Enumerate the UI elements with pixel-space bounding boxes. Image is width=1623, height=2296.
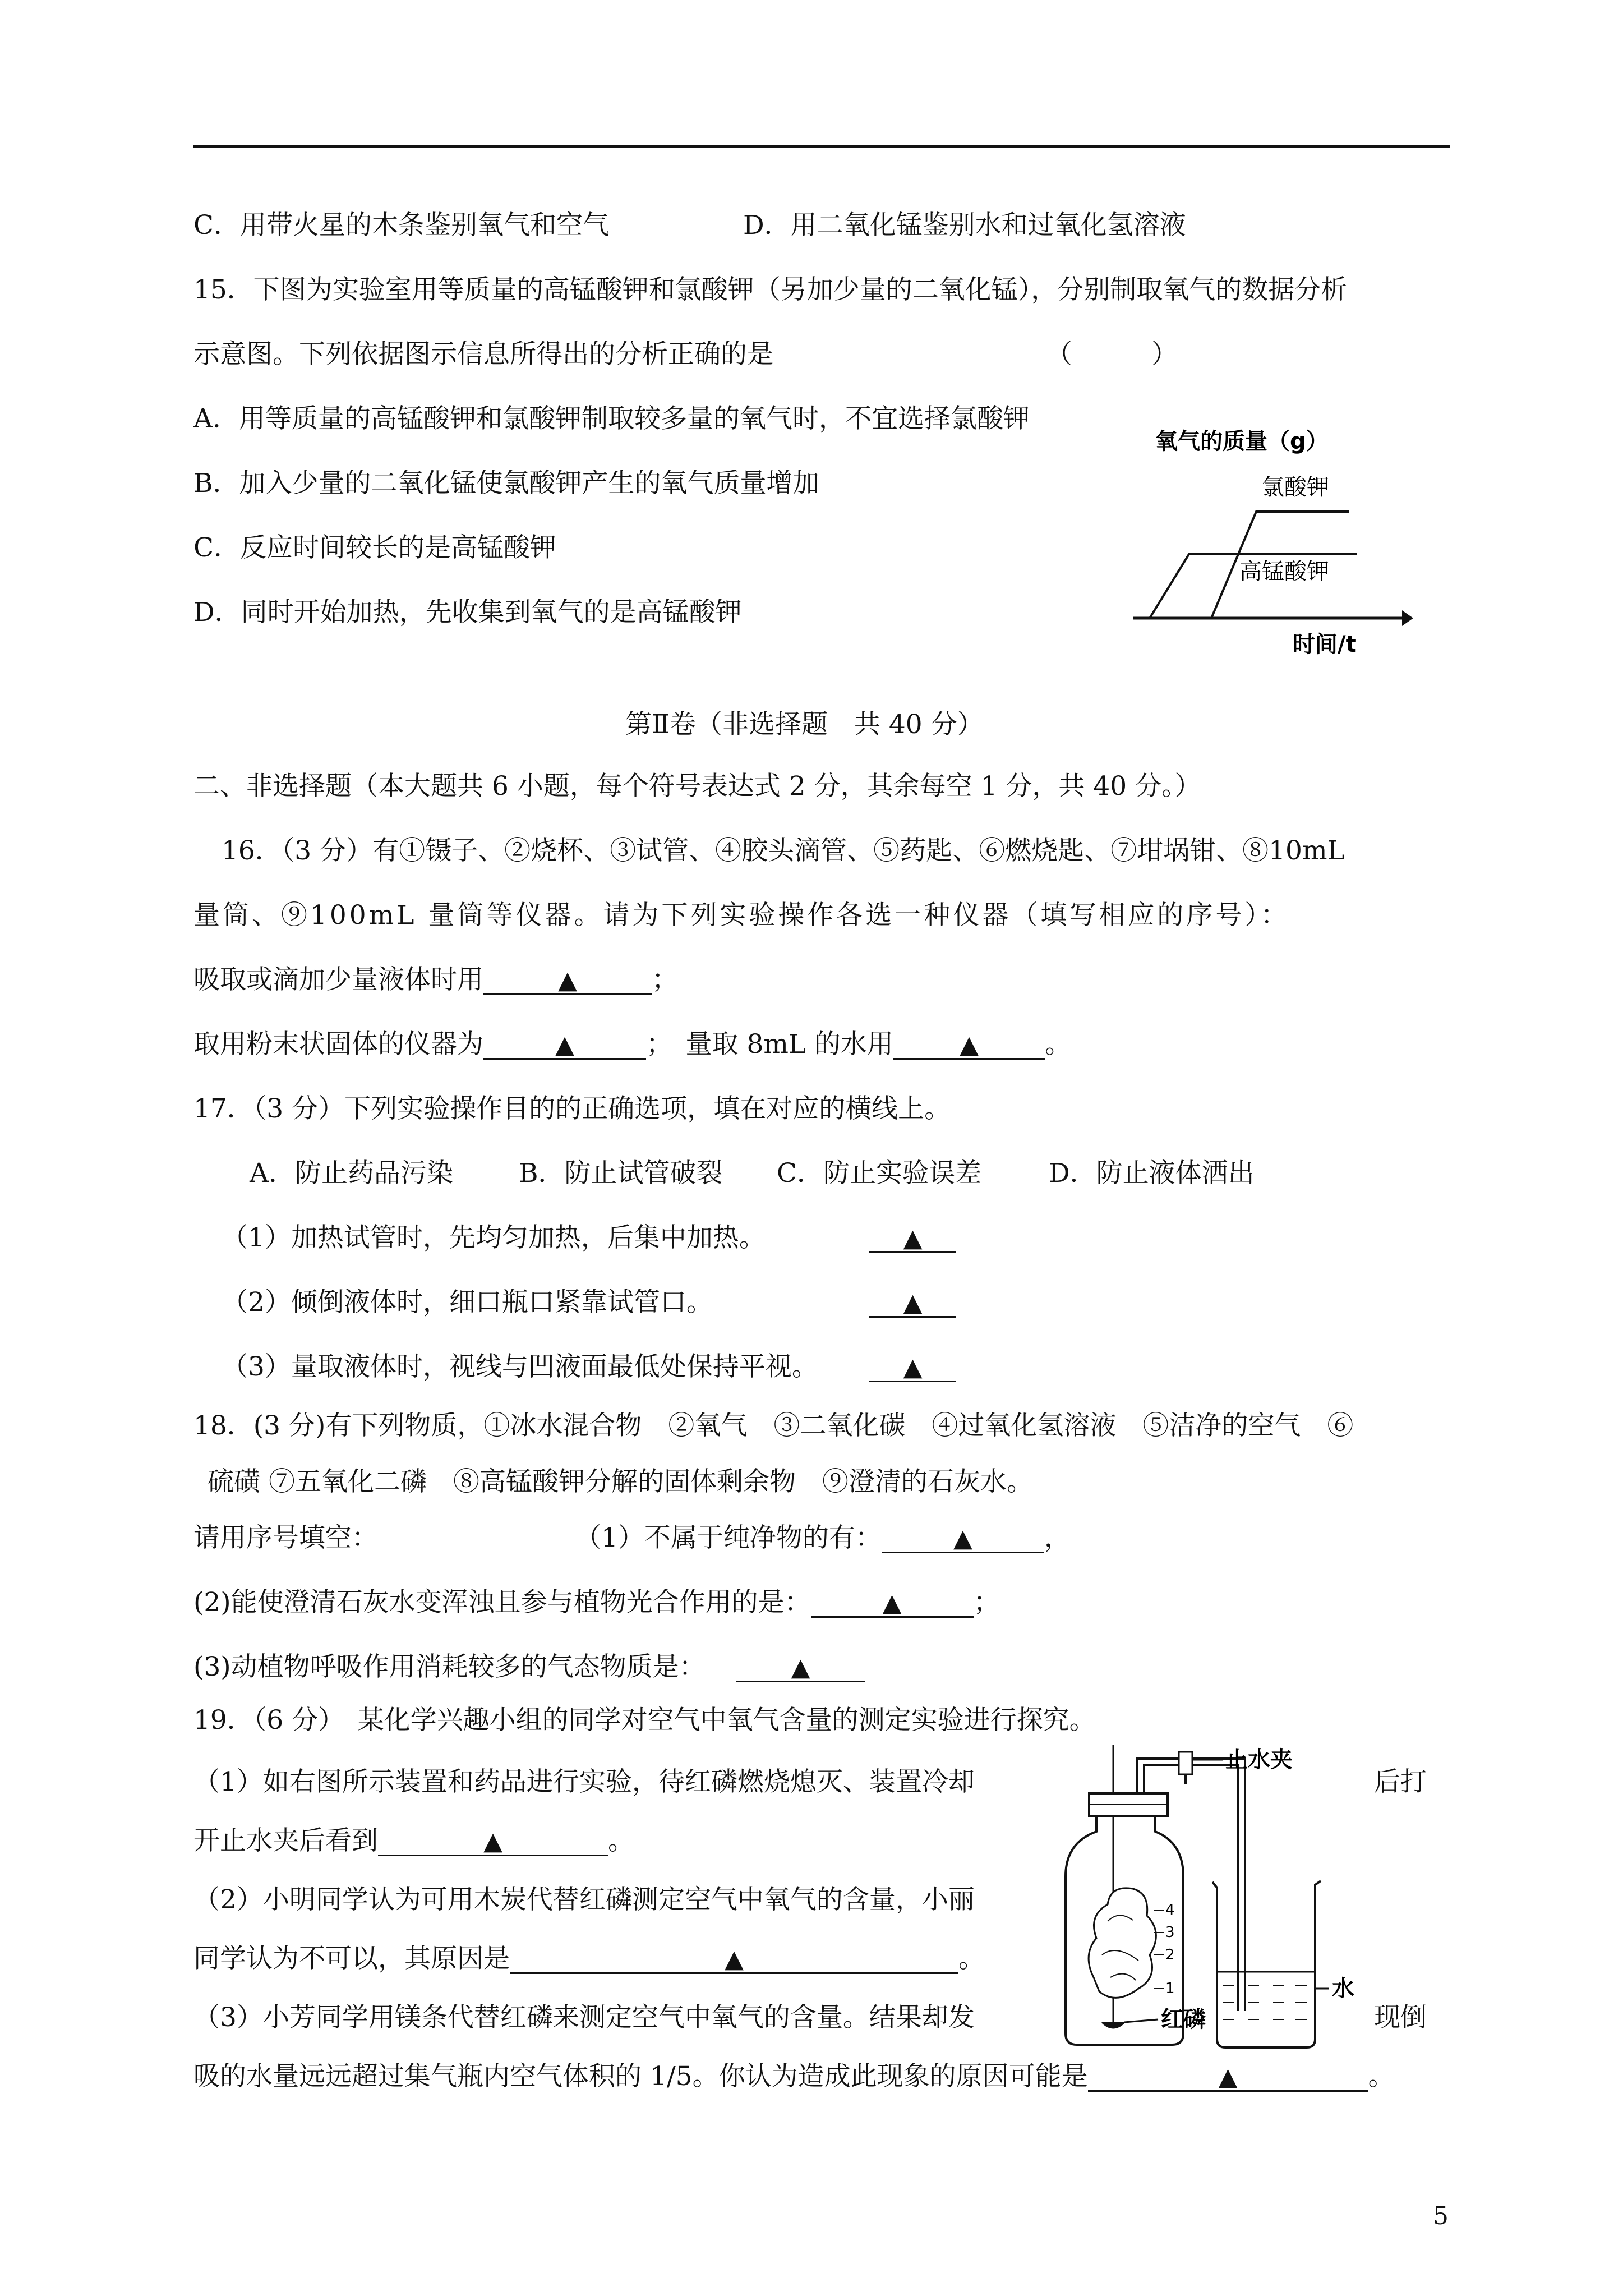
chart-series-kmno4-label: 高锰酸钾 [1239, 559, 1329, 585]
chart-xlabel: 时间/t [1293, 632, 1357, 657]
mark-2: 2 [1165, 1947, 1175, 1963]
q19-sub2-end: 。 [958, 1943, 985, 1974]
q14-option-c: C．用带火星的木条鉴别氧气和空气 [193, 210, 609, 241]
answer-marker-icon: ▲ [903, 1224, 923, 1253]
beaker [1212, 1881, 1321, 2047]
q18-sub3-row [193, 1650, 865, 1684]
q17-option-d: D．防止液体洒出 [1049, 1158, 1255, 1189]
answer-marker-icon: ▲ [558, 966, 577, 995]
clamp-icon [1179, 1752, 1192, 1774]
air-oxygen-apparatus-diagram [1054, 1742, 1368, 2050]
q16-line1: 16．（3 分）有①镊子、②烧杯、③试管、④胶头滴管、⑤药匙、⑥燃烧匙、⑦坩埚钳、⑧10mL [222, 835, 1345, 866]
q18-answer-blank-1[interactable] [882, 1521, 1044, 1553]
q15-option-b: B．加入少量的二氧化锰使氯酸钾产生的氧气质量增加 [193, 468, 819, 499]
clamp-label: 止水夹 [1225, 1747, 1293, 1773]
q16-line2: 量筒、⑨100mL 量筒等仪器。请为下列实验操作各选一种仪器（填写相应的序号）： [193, 900, 1290, 931]
q18-fill-prompt: 请用序号填空： [193, 1522, 378, 1553]
q16-prompt-3-end: 。 [1045, 1029, 1072, 1060]
q16-answer-blank-1[interactable] [483, 963, 652, 995]
answer-marker-icon: ▲ [960, 1030, 979, 1059]
q17-stem: 17．（3 分）下列实验操作目的的正确选项，填在对应的横线上。 [193, 1093, 951, 1124]
oxygen-mass-chart [1127, 415, 1430, 662]
q16-blank-row2 [193, 1028, 1071, 1061]
q15-answer-paren: （ ） [1046, 339, 1178, 370]
header-rule [193, 145, 1450, 148]
q16-answer-blank-2[interactable] [483, 1028, 646, 1060]
q17-answer-blank-1[interactable] [869, 1221, 956, 1255]
answer-marker-icon: ▲ [555, 1030, 574, 1059]
phosphorus-spoon [1102, 2022, 1124, 2028]
section2-title: 第Ⅱ卷（非选择题 共 40 分） [625, 709, 984, 740]
q15-stem-line1: 15．下图为实验室用等质量的高锰酸钾和氯酸钾（另加少量的二氧化锰），分别制取氧气的数据分析 [193, 274, 1348, 305]
answer-marker-icon: ▲ [725, 1945, 744, 1973]
chart-series-kclo3-label: 氯酸钾 [1262, 475, 1329, 500]
q18-sub1-end: ， [1044, 1522, 1071, 1553]
q16-blank-row1 [193, 963, 678, 997]
q18-sub2: (2)能使澄清石灰水变浑浊且参与植物光合作用的是： [193, 1587, 811, 1618]
answer-marker-icon: ▲ [903, 1289, 923, 1317]
mark-1: 1 [1165, 1980, 1175, 1997]
chart-ylabel: 氧气的质量（g） [1155, 429, 1329, 454]
q18-sub1: （1）不属于纯净物的有： [575, 1522, 882, 1553]
mark-3: 3 [1165, 1924, 1175, 1941]
q15-option-c: C．反应时间较长的是高锰酸钾 [193, 532, 556, 563]
q18-answer-blank-3[interactable] [736, 1650, 865, 1682]
q17-sub1: （1）加热试管时，先均匀加热，后集中加热。 [222, 1222, 766, 1253]
q18-answer-blank-2[interactable] [811, 1586, 974, 1618]
page-number: 5 [1433, 2202, 1449, 2230]
q17-answer-blank-2[interactable] [869, 1286, 956, 1319]
q18-line2: 硫磺 ⑦五氧化二磷 ⑧高锰酸钾分解的固体剩余物 ⑨澄清的石灰水。 [208, 1466, 1033, 1497]
chart-x-arrow [1402, 610, 1413, 626]
q19-answer-blank-2[interactable] [510, 1942, 958, 1974]
q19-sub3-line2: 吸的水量远远超过集气瓶内空气体积的 1/5。你认为造成此现象的原因可能是 [193, 2061, 1088, 2092]
q17-sub2: （2）倾倒液体时，细口瓶口紧靠试管口。 [222, 1287, 713, 1318]
q19-sub3-line1-tail: 现倒 [1374, 2002, 1427, 2033]
q19-answer-blank-1[interactable] [378, 1824, 608, 1856]
answer-marker-icon: ▲ [483, 1827, 502, 1856]
q19-sub2-line1: （2）小明同学认为可用木炭代替红磷测定空气中氧气的含量，小丽 [193, 1884, 975, 1915]
q19-sub1-line1-tail: 后打 [1374, 1766, 1427, 1797]
q16-prompt-1-end: ； [652, 964, 678, 995]
q17-option-a: A．防止药品污染 [250, 1158, 453, 1189]
answer-marker-icon: ▲ [1218, 2063, 1238, 2091]
q15-option-a: A．用等质量的高锰酸钾和氯酸钾制取较多量的氧气时，不宜选择氯酸钾 [193, 403, 1030, 434]
q18-sub1-row [575, 1521, 1071, 1555]
q19-sub2-row2 [193, 1942, 985, 1976]
q19-sub3-line1: （3）小芳同学用镁条代替红磷来测定空气中氧气的含量。结果却发 [193, 2002, 975, 2033]
q19-sub1-line2: 开止水夹后看到 [193, 1825, 378, 1856]
answer-marker-icon: ▲ [882, 1589, 902, 1617]
q15-option-d: D．同时开始加热，先收集到氧气的是高锰酸钾 [193, 597, 742, 628]
smoke-cloud [1089, 1888, 1156, 1998]
q16-prompt-3: ； 量取 8mL 的水用 [646, 1029, 894, 1060]
q19-sub1-line1: （1）如右图所示装置和药品进行实验，待红磷燃烧熄灭、装置冷却 [193, 1766, 975, 1797]
q19-sub3-row2 [193, 2060, 1395, 2093]
q18-sub3: (3)动植物呼吸作用消耗较多的气态物质是： [193, 1651, 706, 1682]
answer-marker-icon: ▲ [791, 1653, 810, 1682]
q19-answer-blank-3[interactable] [1088, 2060, 1368, 2092]
answer-marker-icon: ▲ [903, 1353, 923, 1382]
q19-sub3-end: 。 [1368, 2061, 1395, 2092]
q16-prompt-1: 吸取或滴加少量液体时用 [193, 964, 483, 995]
q17-sub3: （3）量取液体时，视线与凹液面最低处保持平视。 [222, 1351, 818, 1382]
phosphorus-label: 红磷 [1161, 2007, 1206, 2032]
water-dashes [1223, 1986, 1307, 2019]
q16-prompt-2: 取用粉末状固体的仪器为 [193, 1029, 483, 1060]
q17-option-c: C．防止实验误差 [777, 1158, 981, 1189]
q17-option-b: B．防止试管破裂 [519, 1158, 723, 1189]
answer-marker-icon: ▲ [953, 1524, 972, 1553]
q16-answer-blank-3[interactable] [893, 1028, 1045, 1060]
q18-sub2-row [193, 1586, 1000, 1619]
section2-intro: 二、非选择题（本大题共 6 小题，每个符号表达式 2 分，其余每空 1 分，共 40 分。） [193, 771, 1201, 802]
q19-sub1-row2 [193, 1824, 634, 1858]
q14-option-d: D．用二氧化锰鉴别水和过氧化氢溶液 [743, 210, 1186, 241]
q18-line1: 18．(3 分)有下列物质，①冰水混合物 ②氧气 ③二氧化碳 ④过氧化氢溶液 ⑤洁净的空气 ⑥ [193, 1410, 1354, 1441]
phosphorus-label-pointer [1124, 2019, 1158, 2022]
q19-sub2-line2: 同学认为不可以，其原因是 [193, 1943, 510, 1974]
q19-sub1-end: 。 [608, 1825, 634, 1856]
q19-stem: 19．（6 分） 某化学兴趣小组的同学对空气中氧气含量的测定实验进行探究。 [193, 1705, 1096, 1736]
mark-4: 4 [1165, 1902, 1175, 1918]
q15-stem-line2: 示意图。下列依据图示信息所得出的分析正确的是 [193, 339, 773, 370]
water-label: 水 [1332, 1976, 1354, 2001]
q18-sub2-end: ； [973, 1587, 1000, 1618]
q17-answer-blank-3[interactable] [869, 1350, 956, 1384]
volume-marks [1154, 1902, 1175, 1997]
